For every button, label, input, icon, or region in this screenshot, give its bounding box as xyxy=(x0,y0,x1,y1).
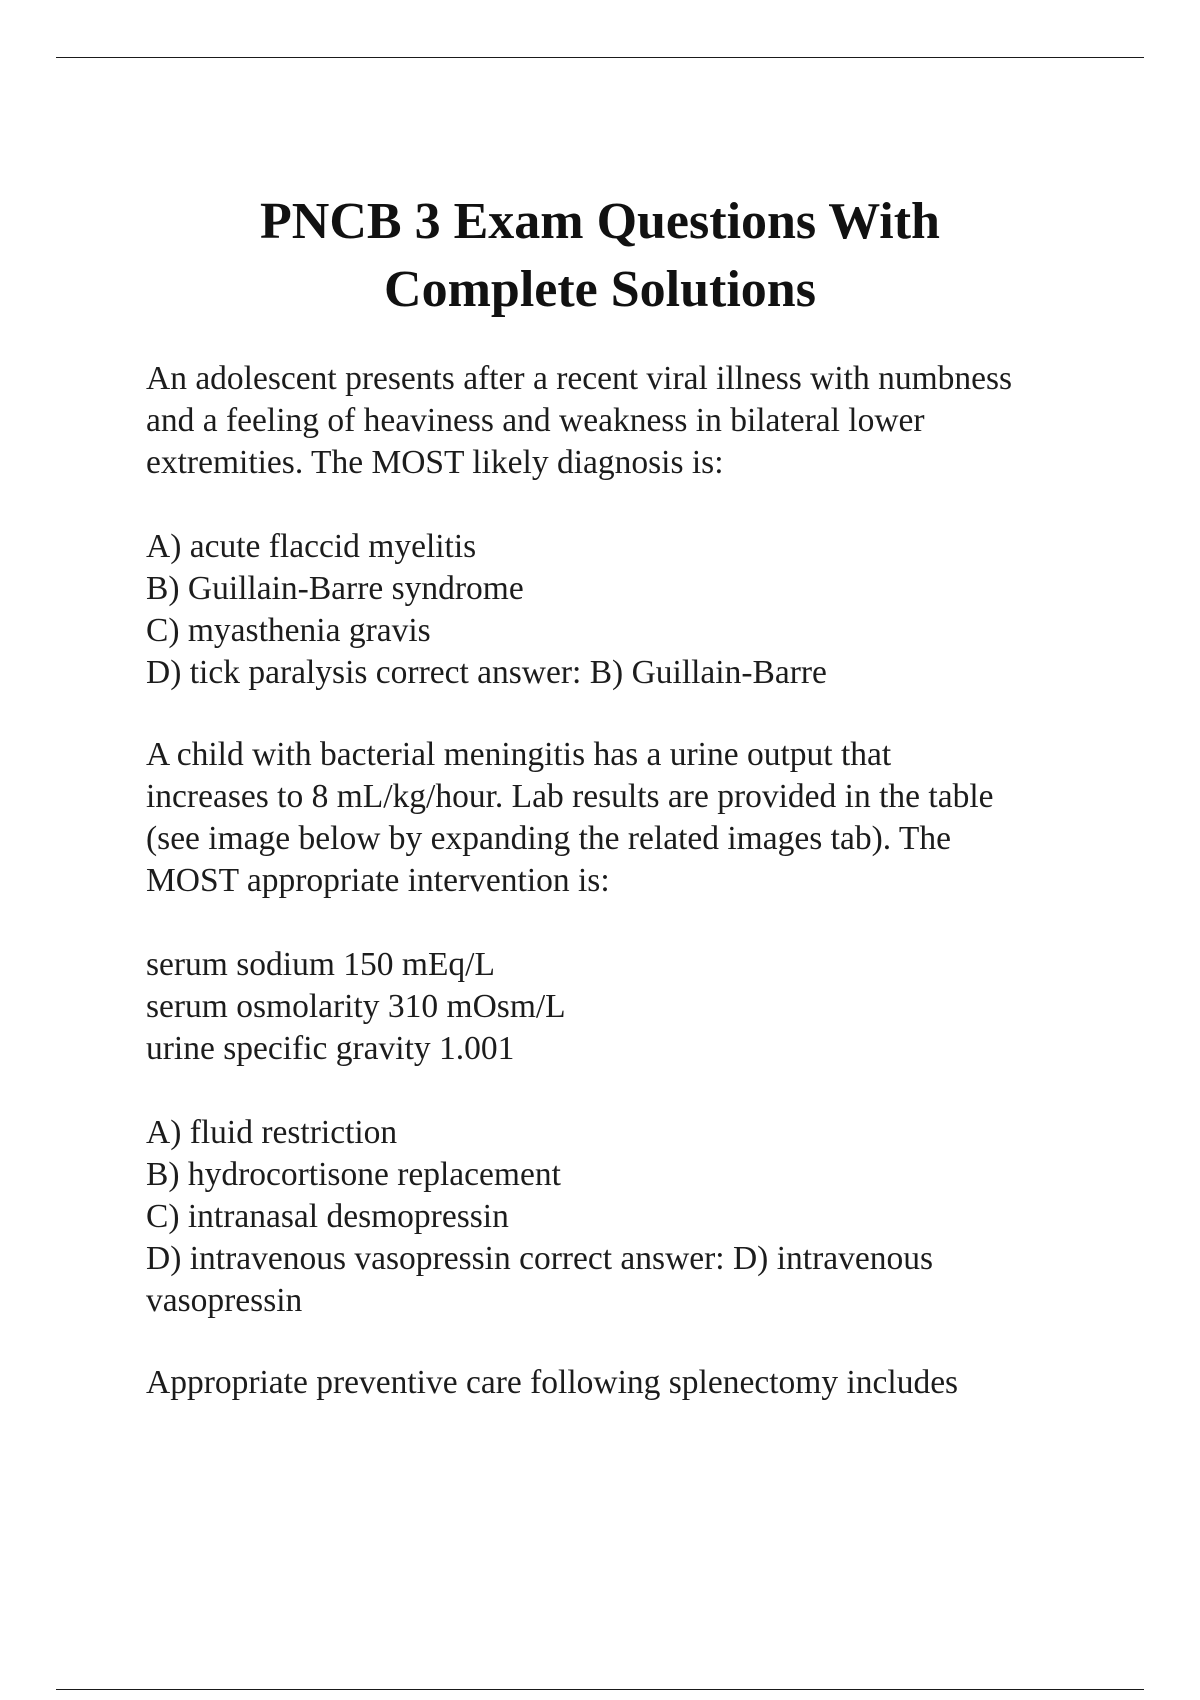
option-line: A) fluid restriction xyxy=(146,1114,398,1151)
lab-line: serum sodium 150 mEq/L xyxy=(146,946,495,983)
stem-line: increases to 8 mL/kg/hour. Lab results are provided in the table xyxy=(146,778,994,815)
stem-line: MOST appropriate intervention is: xyxy=(146,862,610,899)
document-title xyxy=(120,188,1080,324)
title-line: PNCB 3 Exam Questions With xyxy=(260,193,940,250)
question-3-stem xyxy=(146,1362,1146,1404)
option-line-with-answer: vasopressin xyxy=(146,1282,303,1319)
option-line: C) intranasal desmopressin xyxy=(146,1198,509,1235)
lab-line: urine specific gravity 1.001 xyxy=(146,1030,515,1067)
question-2-stem xyxy=(146,734,1146,902)
option-line: B) Guillain-Barre syndrome xyxy=(146,570,524,607)
title-line: Complete Solutions xyxy=(384,261,816,318)
stem-line: extremities. The MOST likely diagnosis is: xyxy=(146,444,724,481)
stem-line: (see image below by expanding the related images tab). The xyxy=(146,820,951,857)
footer-rule xyxy=(56,1689,1144,1690)
option-line-with-answer: D) intravenous vasopressin correct answer: D) intravenous xyxy=(146,1240,934,1277)
question-2-labs xyxy=(146,944,1146,1070)
stem-line: An adolescent presents after a recent viral illness with numbness xyxy=(146,360,1013,397)
stem-line: Appropriate preventive care following splenectomy includes xyxy=(146,1364,959,1401)
stem-line: and a feeling of heaviness and weakness in bilateral lower xyxy=(146,402,925,439)
document-body xyxy=(146,358,1146,1446)
option-line: B) hydrocortisone replacement xyxy=(146,1156,561,1193)
header-rule xyxy=(56,57,1144,58)
option-line: A) acute flaccid myelitis xyxy=(146,528,477,565)
lab-line: serum osmolarity 310 mOsm/L xyxy=(146,988,566,1025)
question-1-stem xyxy=(146,358,1146,484)
question-1-options xyxy=(146,526,1146,694)
stem-line: A child with bacterial meningitis has a urine output that xyxy=(146,736,892,773)
option-line: C) myasthenia gravis xyxy=(146,612,431,649)
option-line-with-answer: D) tick paralysis correct answer: B) Guillain-Barre xyxy=(146,654,827,691)
question-2-options xyxy=(146,1112,1146,1322)
